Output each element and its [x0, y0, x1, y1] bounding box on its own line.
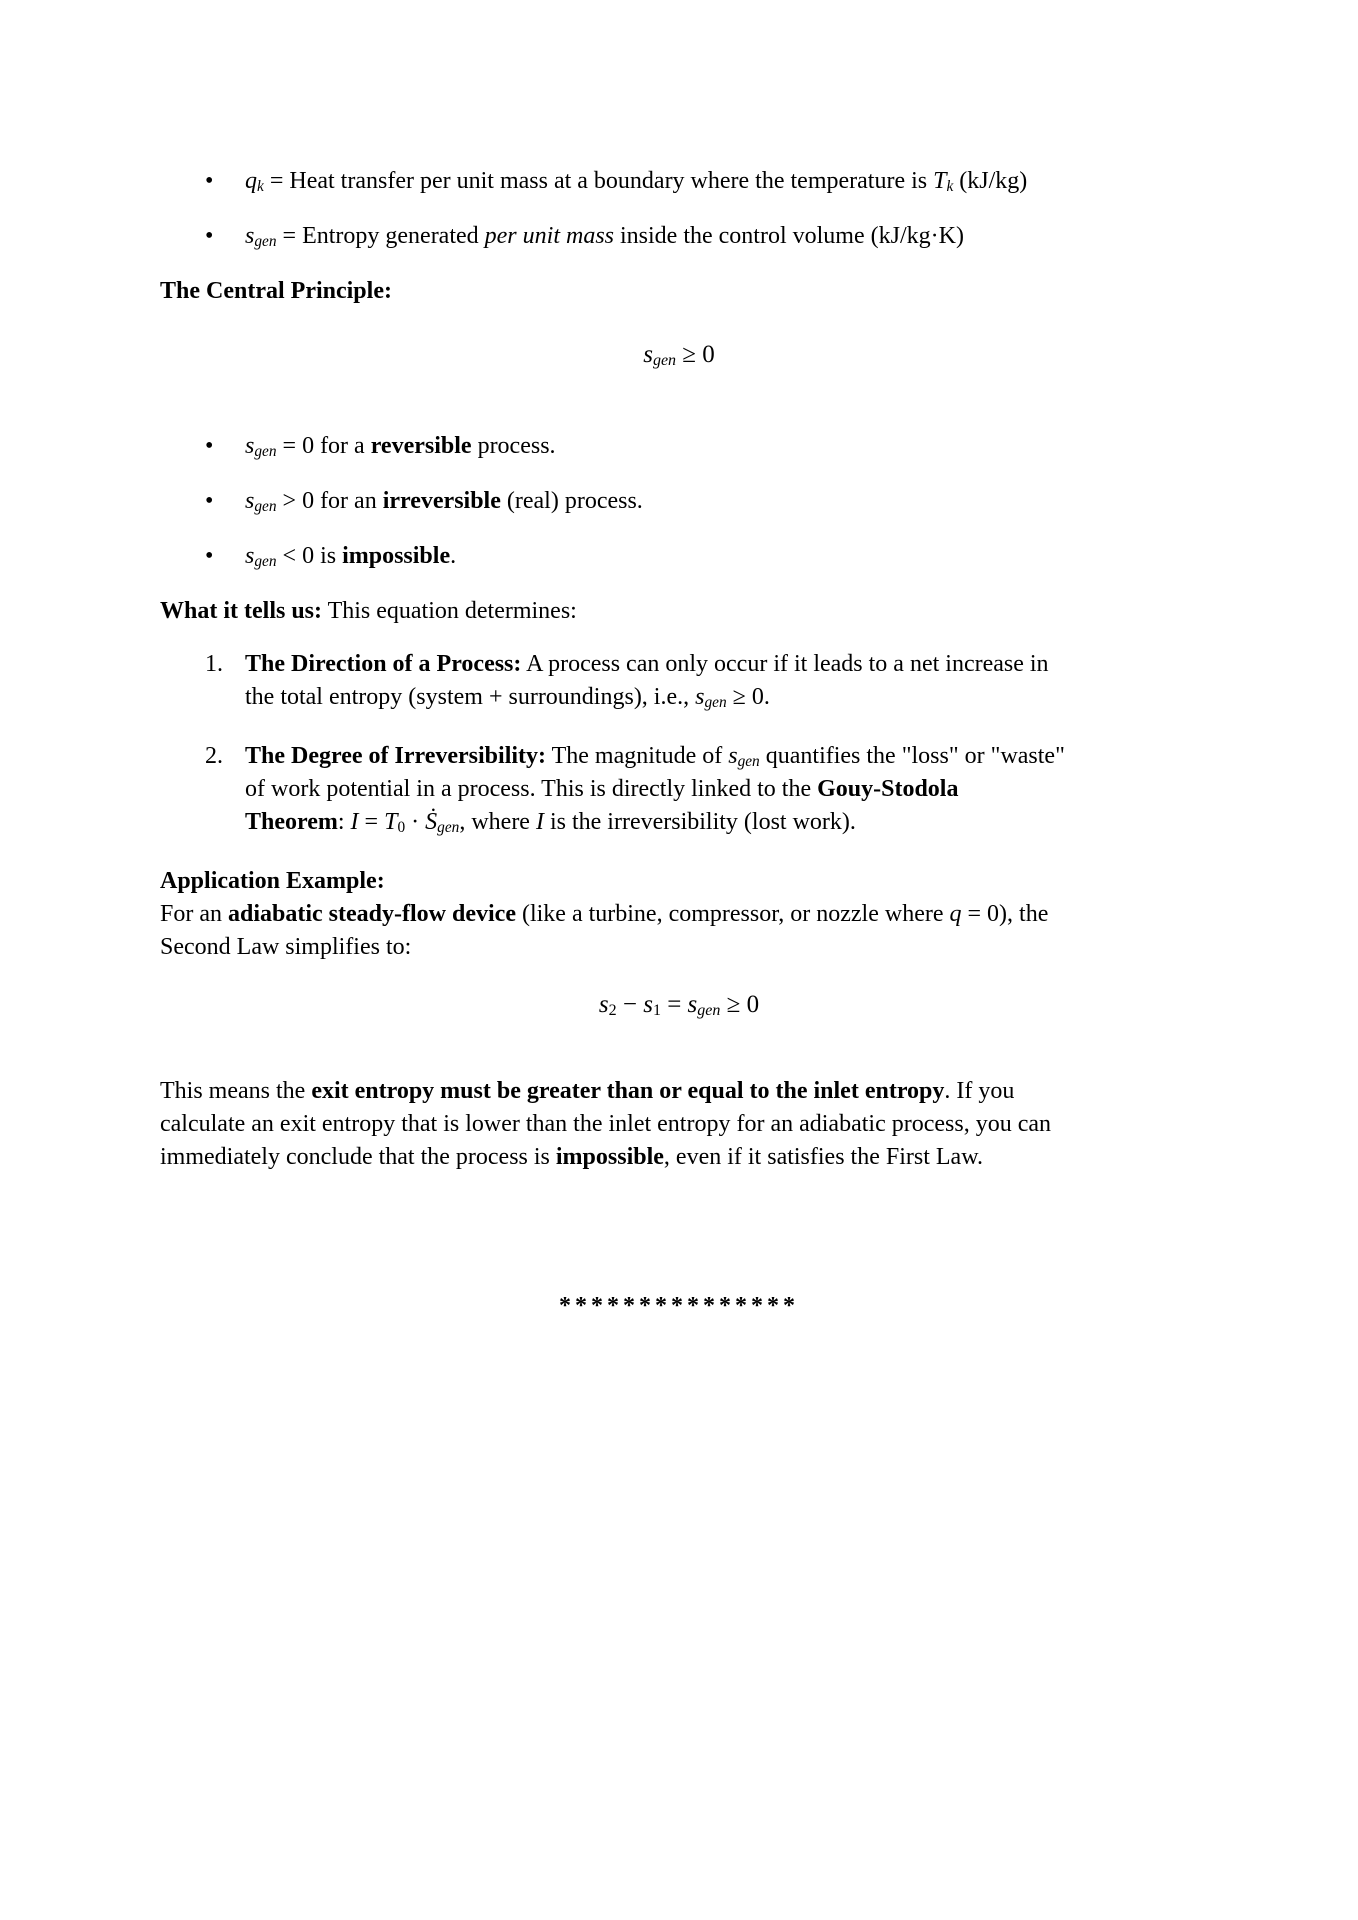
- definition-item: [205, 220, 1220, 253]
- principles-list: [160, 430, 1220, 573]
- determination-item: [205, 648, 1220, 714]
- bullet-marker: •: [205, 488, 214, 514]
- bullet-marker: •: [205, 168, 214, 194]
- determinations-list: [160, 648, 1220, 839]
- section-heading-central-principle: The Central Principle:: [160, 278, 392, 304]
- equation-entropy-balance: s2 − s1 = sgen ≥ 0: [598, 991, 760, 1020]
- determination-text: The Degree of Irreversibility: The magnitude of sgen quantifies the "loss" or "waste" of work potential in a process. This is directly linked to the Gouy-Stodola Theorem: I = T0 · Ṡgen, where I is the irreversibility (lost work).: [245, 743, 1065, 837]
- number-marker: 2.: [205, 743, 223, 769]
- principle-item: [205, 430, 1220, 463]
- principle-text: sgen = 0 for a reversible process.: [245, 433, 556, 461]
- application-paragraph: Application Example: For an adiabatic steady-flow device (like a turbine, compressor, or nozzle where q = 0), the Second Law simplifies to:: [160, 868, 1049, 960]
- conclusion-paragraph: This means the exit entropy must be greater than or equal to the inlet entropy. If you calculate an exit entropy that is lower than the inlet entropy for an adiabatic process, you can immediately conclude that the process is impossible, even if it satisfies the First Law.: [160, 1078, 1051, 1170]
- principle-text: sgen > 0 for an irreversible (real) process.: [245, 488, 643, 516]
- document-content: [160, 0, 1220, 1323]
- principle-text: sgen < 0 is impossible.: [245, 543, 457, 571]
- definition-text: sgen = Entropy generated per unit mass inside the control volume (kJ/kg·K): [245, 223, 964, 251]
- definition-item: [205, 165, 1220, 198]
- equation-sgen: sgen ≥ 0: [643, 341, 715, 370]
- principle-item: [205, 485, 1220, 518]
- bullet-marker: •: [205, 223, 214, 249]
- asterisk-separator: ***************: [559, 1293, 799, 1319]
- what-it-tells-paragraph: What it tells us: This equation determines:: [160, 598, 577, 624]
- determination-text: The Direction of a Process: A process can only occur if it leads to a net increase in the total entropy (system + surroundings), i.e., sgen ≥ 0.: [245, 651, 1049, 712]
- definition-text: qk = Heat transfer per unit mass at a boundary where the temperature is Tk (kJ/kg): [245, 168, 1028, 196]
- bullet-marker: •: [205, 543, 214, 569]
- definitions-list: [160, 165, 1220, 253]
- principle-item: [205, 540, 1220, 573]
- number-marker: 1.: [205, 651, 223, 677]
- bullet-marker: •: [205, 433, 214, 459]
- determination-item: [205, 740, 1220, 839]
